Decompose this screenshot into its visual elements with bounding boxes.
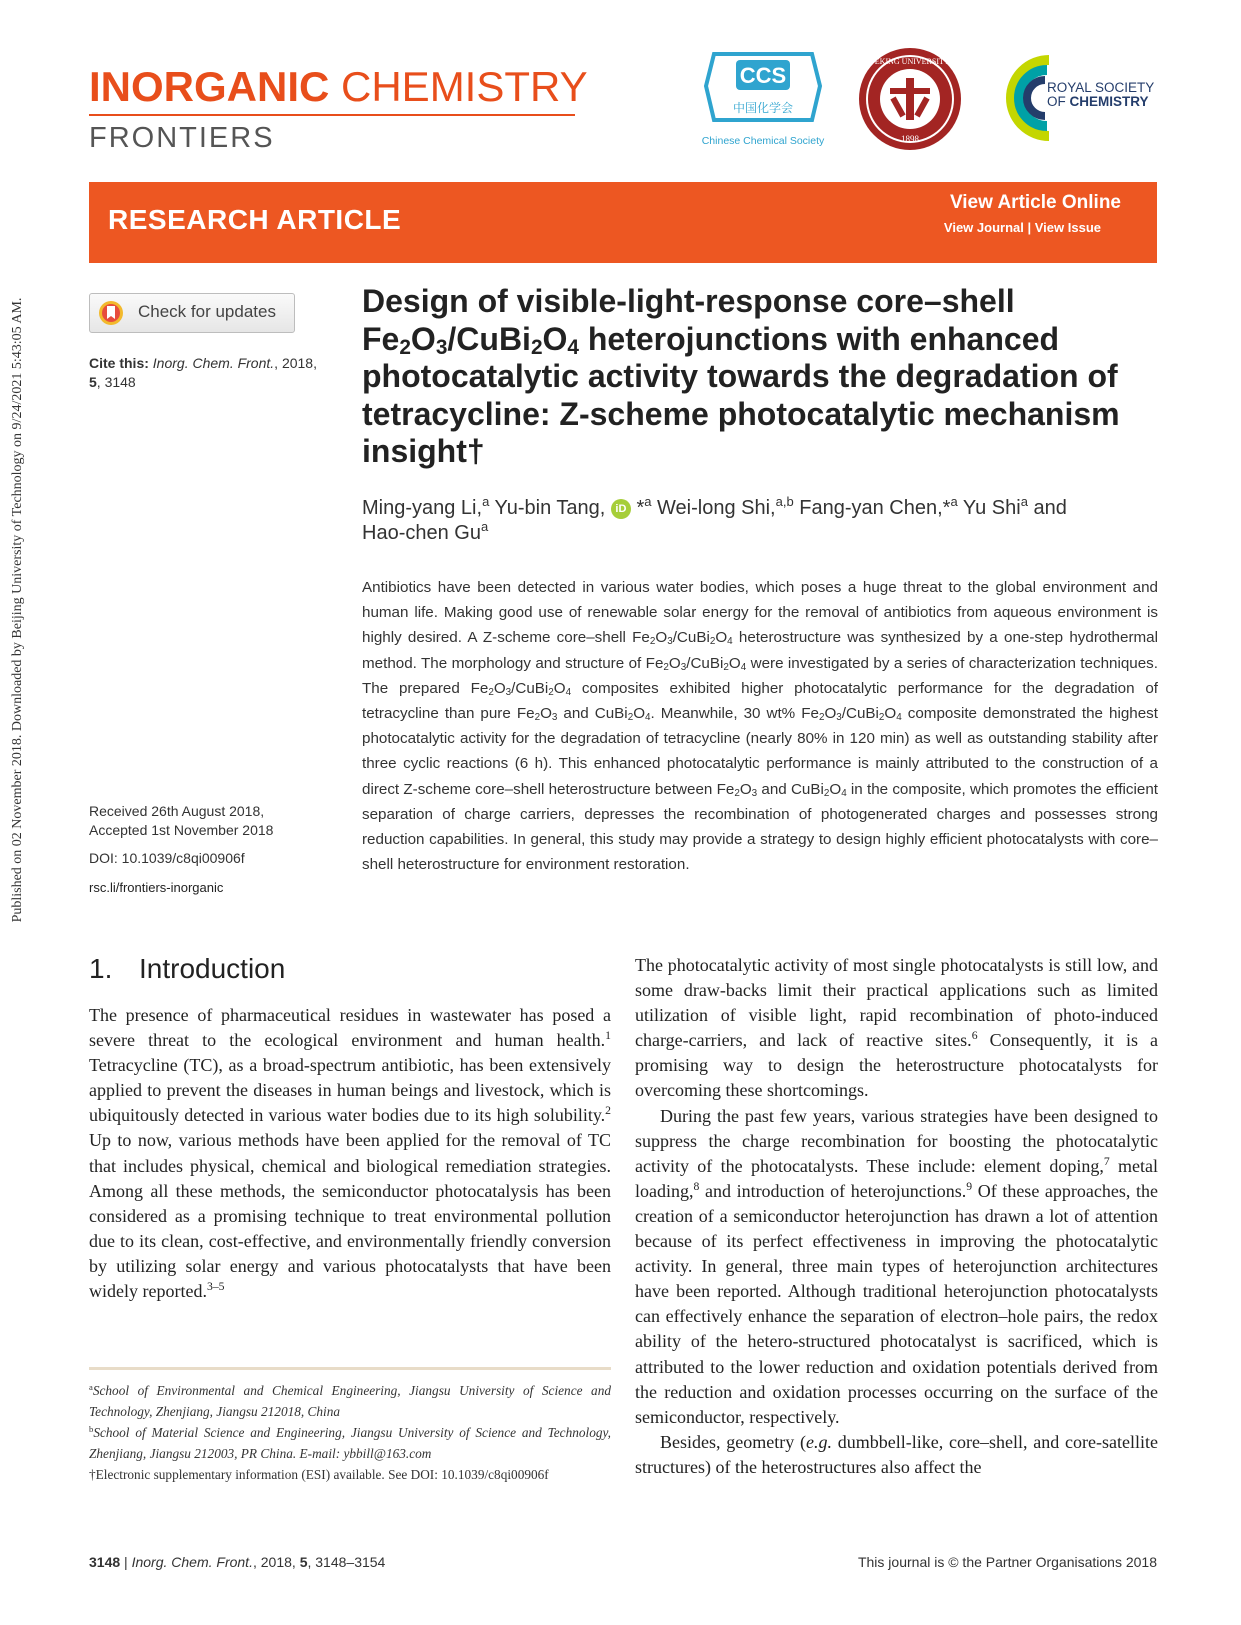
paragraph: Besides, geometry (e.g. dumbbell-like, core–shell, and core-satellite structures) of the heterostructures also affect the <box>635 1431 1158 1477</box>
author: Fang-yan Chen,* <box>793 497 951 519</box>
article-title <box>362 283 1162 471</box>
author-list: Ming-yang Li,$^a$ Yu-bin Tang, iD *$^a$ Wei-long Shi,$^{a,b}$ Fang-yan Chen,*$^a$ Yu Shi$^a$ and Hao-chen Gu$^a$ <box>362 494 1067 544</box>
svg-text:Chinese Chemical Society: Chinese Chemical Society <box>701 135 825 147</box>
abstract-text: heterostructure was synthesized by a one-step hydrothermal method. The morphology and structure of <box>362 629 1158 672</box>
paragraph: During the past few years, various strategies have been designed to suppress the charge recombination for boosting the photocatalytic activity of the photocatalysts. These include: element doping,$^7$ metal loading,$^8$ and introduction of heterojunctions.$^9$ Of these approaches, the creation of a semiconductor heterojunction has drawn a lot of attention because of its perfect effectiveness in improving the photocatalytic activity. In general, three main types of heterojunction architectures have been reported. Although traditional heterojunction photocatalysts can effectively enhance the separation of electron–hole pairs, the redox ability of the hetero-structured photocatalyst is sacrificed, which is attributed to the lower reduction and oxidation potentials derived from the reduction and oxidation processes occurring on the surface of the semiconductor, respectively. <box>635 1105 1158 1427</box>
doi-text[interactable]: DOI: 10.1039/c8qi00906f <box>89 850 245 866</box>
check-for-updates-label: Check for updates <box>138 302 276 321</box>
masthead-rule <box>89 114 575 116</box>
article-type-banner <box>89 182 1157 263</box>
journal-subtitle: FRONTIERS <box>89 122 275 154</box>
svg-text:OF CHEMISTRY: OF CHEMISTRY <box>1047 94 1149 109</box>
link-separator: | <box>1027 220 1032 235</box>
paragraph: The photocatalytic activity of most single photocatalysts is still low, and some draw-backs limit their practical applications such as limited utilization of visible light, rapid recombination of photo-induced charge-carriers, and lack of reactive sites.$^6$ Consequently, it is a promising way to design the heterostructure photocatalysts for overcoming these shortcomings. <box>635 955 1158 1101</box>
rsc-logo <box>997 44 1157 148</box>
banner-links <box>944 220 1101 235</box>
paragraph: The presence of pharmaceutical residues in wastewater has posed a severe threat to the ecological environment and human health.$^1$ Tetracycline (TC), as a broad-spectrum antibiotic, has been extensively applied to prevent the diseases in human beings and livestock, which is ubiquitously detected in various water bodies due to its high solubility.$^2$ Up to now, various methods have been applied for the removal of TC that includes physical, chemical and biological remediation strategies. Among all these methods, the semiconductor photocatalysis has been considered as a promising technique to treat environmental pollution due to its clean, cost-effective, and environmentally friendly conversion by utilizing solar energy and various photocatalysts that have been widely reported.$^{3-5}$ <box>89 1005 611 1302</box>
cite-page: , 3148 <box>96 374 136 390</box>
affiliation-a: $^a$School of Environmental and Chemical Engineering, Jiangsu University of Science and Technology, Zhenjiang, Jiangsu 212018, China <box>89 1381 611 1419</box>
download-stamp <box>10 250 30 970</box>
journal-masthead <box>89 62 588 154</box>
page-footer-left: 3148 | Inorg. Chem. Front., 2018, 5, 3148–3154 <box>89 1554 386 1570</box>
title-line-2: heterojunctions with enhanced <box>578 320 1060 357</box>
journal-name-light: CHEMISTRY <box>341 63 588 110</box>
journal-name <box>89 62 588 112</box>
section-heading <box>89 953 285 985</box>
citation-block <box>89 354 339 392</box>
view-article-online-link[interactable]: View Article Online <box>949 192 1121 213</box>
author: Ming-yang Li, <box>362 497 483 519</box>
page-number: 3148 <box>89 1554 121 1570</box>
received-date: Received 26th August 2018, <box>89 803 265 819</box>
author: Wei-long Shi, <box>651 497 776 519</box>
footnote-divider <box>89 1367 611 1370</box>
received-dates <box>89 802 349 840</box>
title-rest: photocatalytic activity towards the degradation of tetracycline: Z-scheme photocatalytic mechanism insight† <box>362 358 1120 469</box>
ccs-logo <box>700 46 826 150</box>
abstract-text: Antibiotics have been detected in various water bodies, which poses a huge threat to the global environment and human life. Making good use of renewable solar energy for the removal of antibiotics from aqueous environment is highly desired. A Z-scheme core–shell <box>362 579 1158 647</box>
download-stamp-text: Published on 02 November 2018. Downloaded by Beijing University of Technology on 9/24/2021 5:43:05 AM. <box>10 297 25 923</box>
body-column-left <box>89 1003 611 1304</box>
author: Hao-chen Gu <box>362 522 481 544</box>
title-formula: $Fe_2O_3/CuBi_2O_4$ <box>362 320 579 359</box>
abstract-text: in the composite, which promotes the efficient separation of charge carriers, depresses the recombination of photogenerated charges and possesses strong reduction capabilities. In general, this study may provide a strategy to design highly efficient photocatalysts with core–shell heterostructure for environment restoration. <box>362 780 1158 874</box>
affiliation-b: $^b$School of Material Science and Engineering, Jiangsu University of Science and Technology, Zhenjiang, Jiangsu 212003, PR China. E-mail: ybbill@163.com <box>89 1423 611 1461</box>
section-number: 1. <box>89 953 113 984</box>
cite-year: , 2018, <box>274 355 317 371</box>
section-title: Introduction <box>139 953 286 984</box>
footnotes <box>89 1380 611 1485</box>
abstract-text: and <box>757 780 791 798</box>
abstract-text: . Meanwhile, 30 wt% <box>650 705 802 723</box>
cite-label: Cite this: <box>89 355 149 371</box>
check-for-updates-button[interactable] <box>89 293 295 333</box>
copyright-notice: This journal is © the Partner Organisations 2018 <box>857 1554 1157 1570</box>
svg-text:CCS: CCS <box>739 63 787 88</box>
cite-volume: 5 <box>89 374 97 390</box>
abstract-text: were investigated by a series of characterization techniques. The prepared <box>362 654 1158 697</box>
abstract: Antibiotics have been detected in various water bodies, which poses a huge threat to the global environment and human life. Making good use of renewable solar energy for the removal of antibiotics from aqueous environment is highly desired. A Z-scheme core–shell $Fe_2O_3/CuBi_2O_4$ heterostructure was synthesized by a one-step hydrothermal method. The morphology and structure of $Fe_2O_3/CuBi_2O_4$ were investigated by a series of characterization techniques. The prepared $Fe_2O_3/CuBi_2O_4$ composites exhibited higher photocatalytic performance for the degradation of tetracycline than pure $Fe_2O_3$ and $CuBi_2O_4$. Meanwhile, 30 wt% $Fe_2O_3/CuBi_2O_4$ composite demonstrated the highest photocatalytic activity for the degradation of tetracycline (nearly 80% in 120 min) as well as outstanding stability after three cyclic reactions (6 h). This enhanced photocatalytic performance is mainly attributed to the construction of a direct Z-scheme core–shell heterostructure between $Fe_2O_3$ and $CuBi_2O_4$ in the composite, which promotes the efficient separation of charge carriers, depresses the recombination of photogenerated charges and possesses strong reduction capabilities. In general, this study may provide a strategy to design highly efficient photocatalysts with core–shell heterostructure for environment restoration. <box>362 579 1159 874</box>
footer-sep: | <box>124 1554 128 1570</box>
footer-journal: Inorg. Chem. Front. <box>131 1554 253 1570</box>
svg-text:ROYAL SOCIETY: ROYAL SOCIETY <box>1047 80 1155 95</box>
abstract-text: composite demonstrated the highest photocatalytic activity for the degradation of tetracycline (nearly 80% in 120 min) as well as outstanding stability after three cyclic reactions (6 h). This enhanced photocatalytic performance is mainly attributed to the construction of a direct Z-scheme core–shell heterostructure between <box>362 705 1158 798</box>
article-type-label: RESEARCH ARTICLE <box>108 204 402 235</box>
accepted-date: Accepted 1st November 2018 <box>89 822 274 838</box>
esi-note: †Electronic supplementary information (ESI) available. See DOI: 10.1039/c8qi00906f <box>89 1467 549 1482</box>
cite-journal: Inorg. Chem. Front. <box>152 355 275 371</box>
abstract-text: composites exhibited higher photocatalytic performance for the degradation of tetracycline than pure <box>362 679 1159 723</box>
title-line-1: Design of visible-light-response core–shell <box>362 283 1015 319</box>
bookmark-refresh-icon <box>98 300 124 326</box>
author-and: and <box>1027 497 1067 519</box>
svg-text:PEKING UNIVERSITY: PEKING UNIVERSITY <box>870 57 950 66</box>
journal-name-bold: INORGANIC <box>89 63 330 110</box>
pku-seal <box>857 46 963 152</box>
view-journal-link[interactable]: View Journal <box>943 220 1024 235</box>
svg-text:中国化学会: 中国化学会 <box>732 101 794 115</box>
author: Yu Shi <box>957 497 1021 519</box>
body-column-right <box>635 953 1158 1480</box>
author: Yu-bin Tang, <box>489 497 606 519</box>
journal-short-link[interactable]: rsc.li/frontiers-inorganic <box>89 880 224 895</box>
view-issue-link[interactable]: View Issue <box>1034 220 1101 235</box>
abstract-text: and <box>557 705 595 723</box>
svg-text:1898: 1898 <box>901 134 919 144</box>
orcid-icon[interactable]: iD <box>611 499 631 519</box>
